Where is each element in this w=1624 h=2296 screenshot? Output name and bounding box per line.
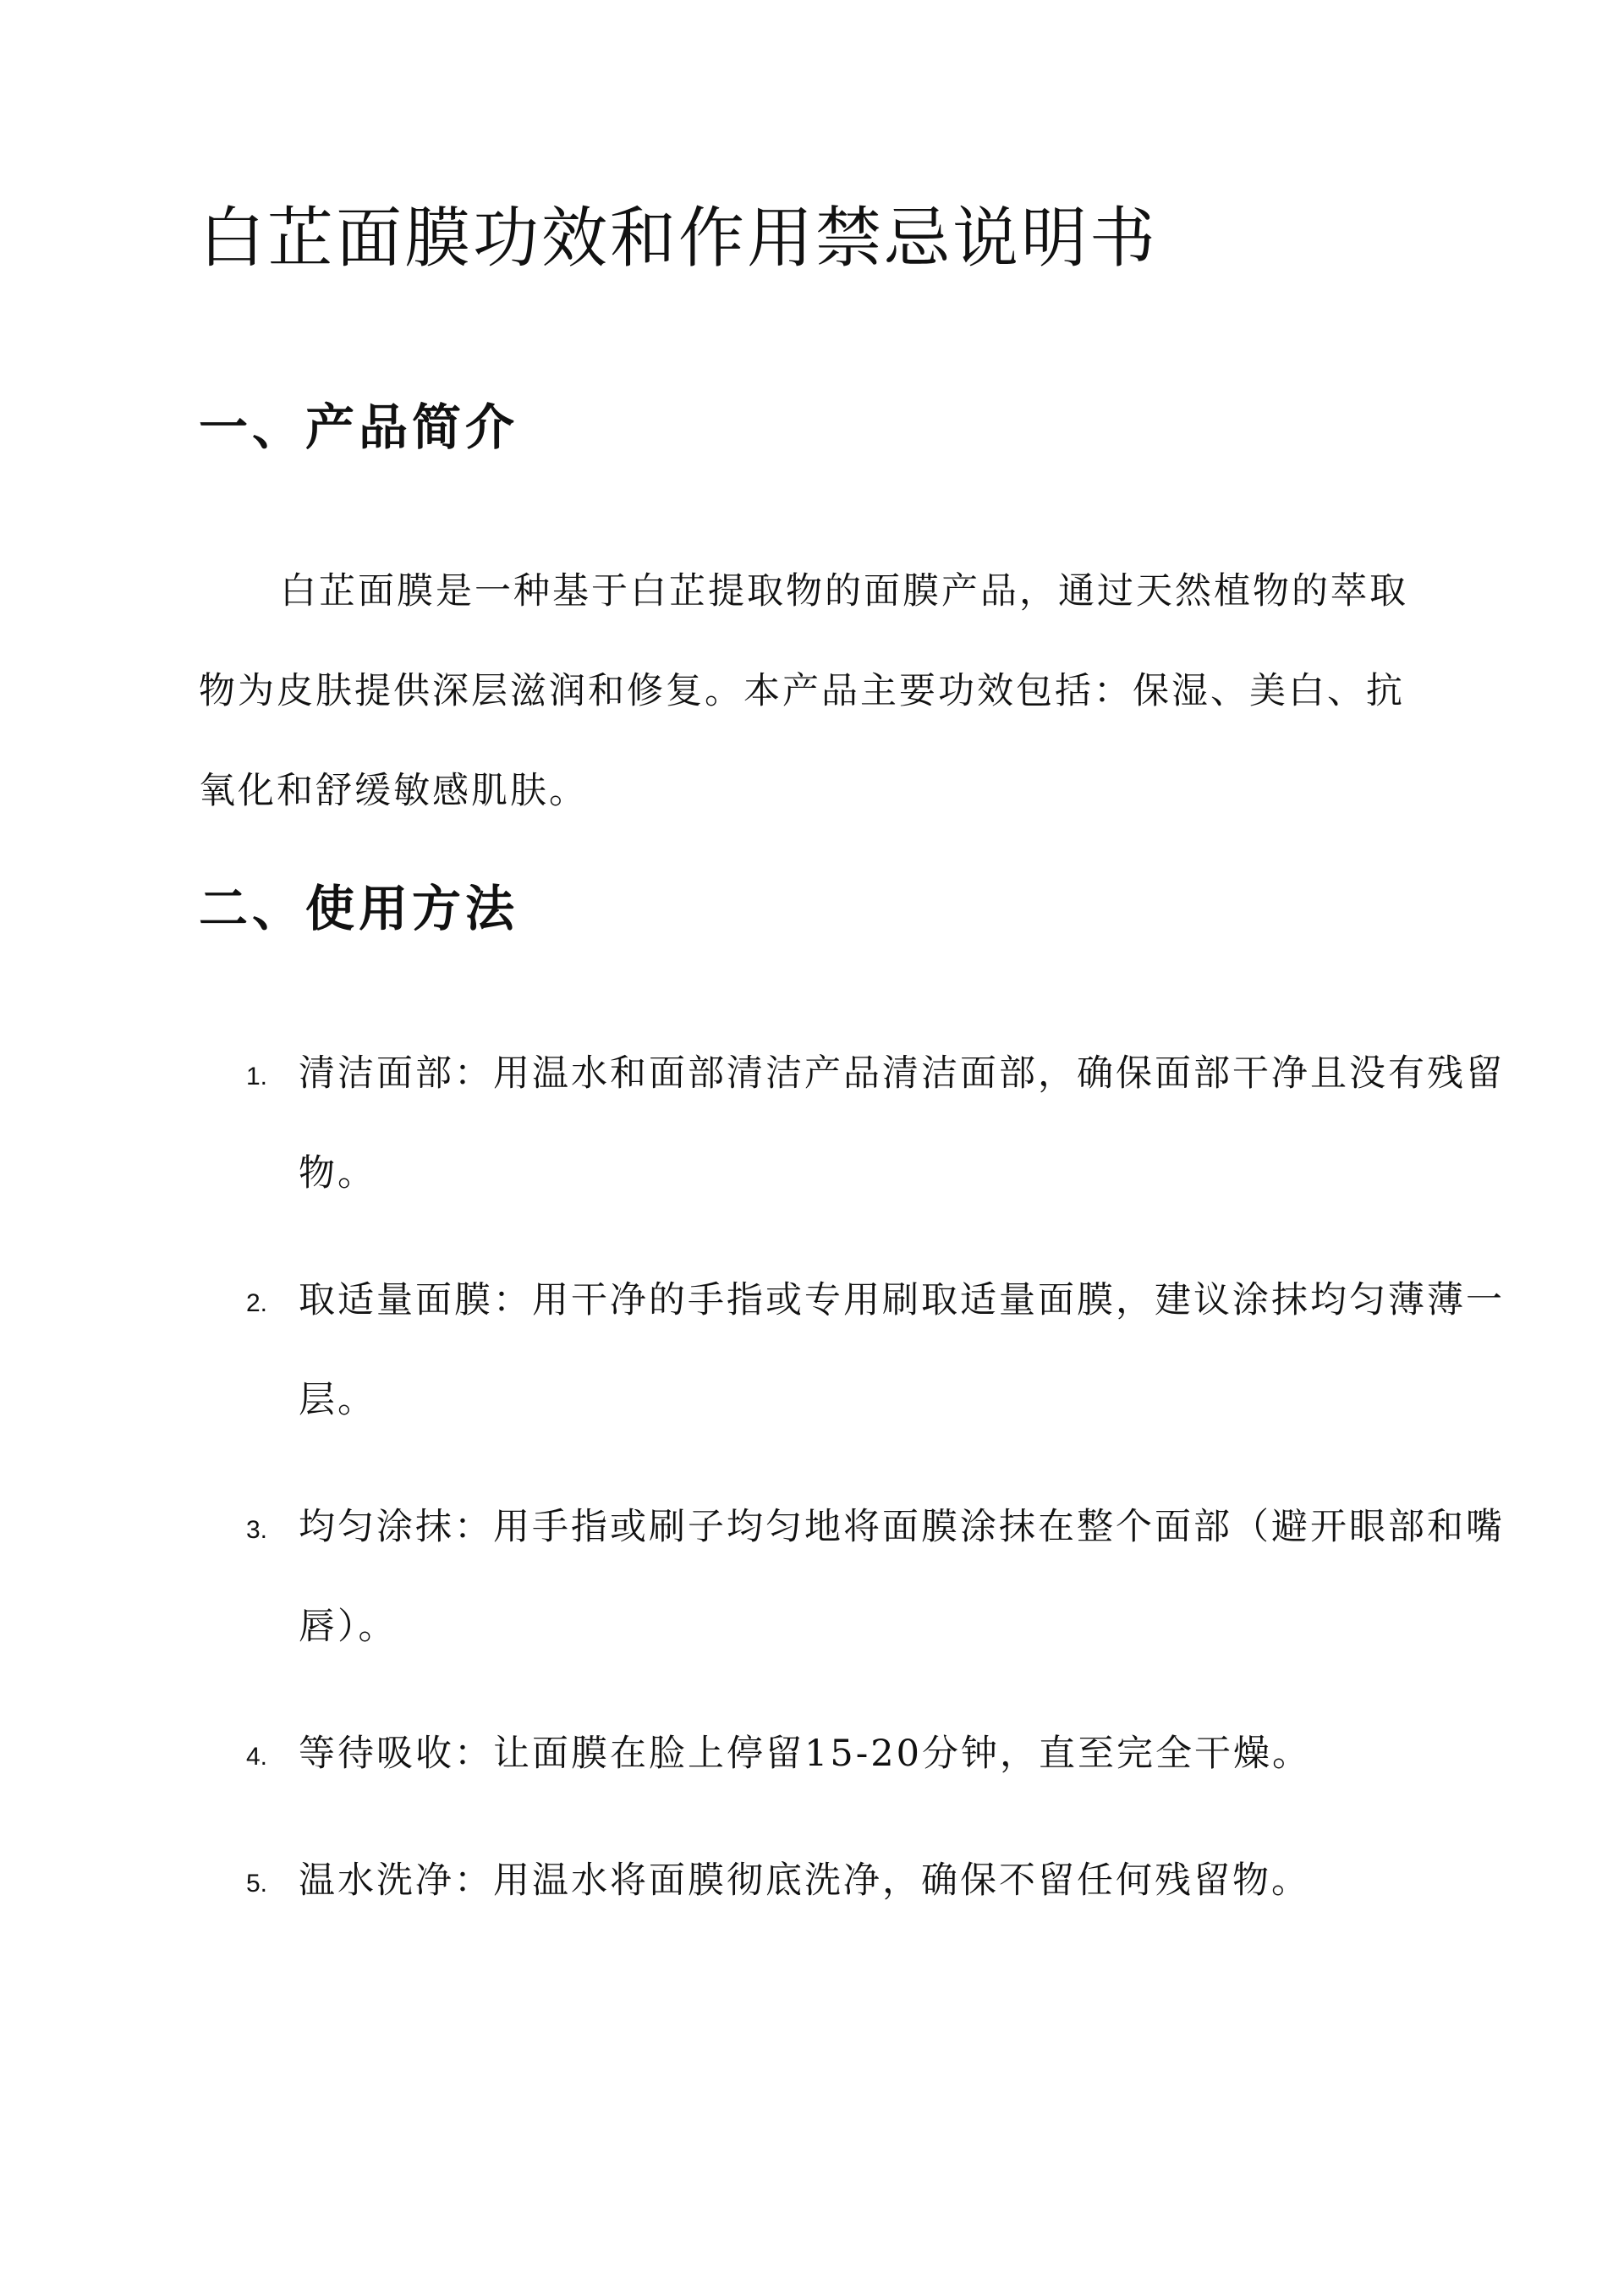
list-item [199, 1831, 1434, 1931]
step-text: 均匀涂抹：用手指或刷子均匀地将面膜涂抹在整个面部（避开眼部和嘴唇）。 [299, 1506, 1505, 1648]
step-text: 温水洗净：用温水将面膜彻底洗净，确保不留任何残留物。 [299, 1859, 1310, 1902]
step-text: 清洁面部：用温水和面部清洁产品清洁面部，确保面部干净且没有残留物。 [299, 1052, 1505, 1195]
intro-paragraph: 白芷面膜是一种基于白芷提取物的面膜产品，通过天然植物的萃取物为皮肤提供深层滋润和修复。本产品主要功效包括：保湿、美白、抗氧化和舒缓敏感肌肤。 [199, 570, 1408, 812]
step-number: 5. [246, 1870, 268, 1898]
list-item [199, 1704, 1434, 1804]
step-text: 等待吸收：让面膜在脸上停留15-20分钟，直至完全干燥。 [299, 1733, 1311, 1775]
usage-steps-list [199, 1024, 1505, 1958]
step-number: 3. [246, 1516, 268, 1544]
list-item [199, 1250, 1505, 1450]
step-number: 2. [246, 1289, 268, 1317]
page-title: 白芷面膜功效和作用禁忌说明书 [199, 200, 1159, 277]
section-heading-intro: 一、产品简介 [199, 398, 519, 456]
list-item [199, 1024, 1505, 1223]
step-number: 1. [246, 1063, 268, 1090]
step-number: 4. [246, 1743, 268, 1771]
section-heading-usage: 二、使用方法 [199, 880, 519, 937]
list-item [199, 1477, 1505, 1677]
step-text: 取适量面膜：用干净的手指或专用刷取适量面膜，建议涂抹均匀薄薄一层。 [299, 1279, 1505, 1421]
